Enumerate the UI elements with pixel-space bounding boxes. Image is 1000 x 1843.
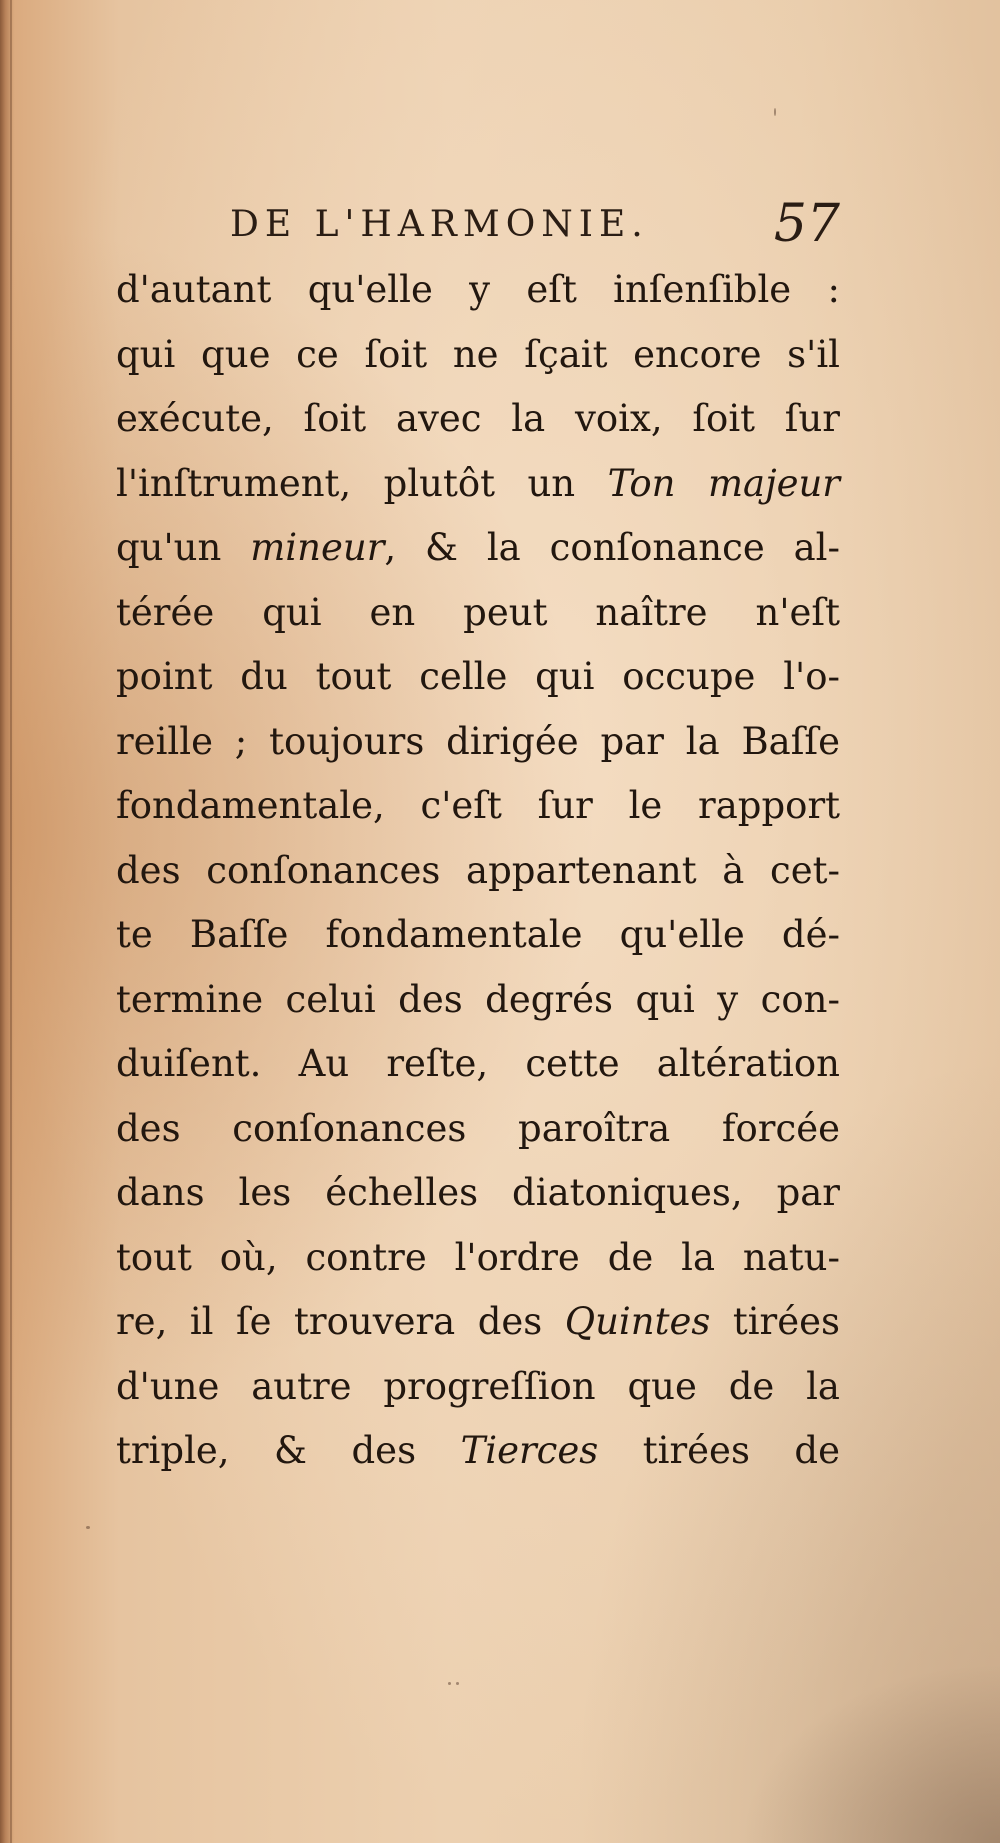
text-line [116, 903, 840, 968]
text-line [116, 581, 840, 646]
text-segment: tout où, contre l'ordre de la natu- [116, 1235, 840, 1279]
text-line [116, 710, 840, 775]
italic-term: Quintes [564, 1300, 711, 1343]
text-line [116, 1032, 840, 1097]
text-segment: tirées [710, 1300, 841, 1343]
text-line [116, 1290, 840, 1355]
text-segment: d'une autre progreſſion que de la [116, 1364, 840, 1408]
text-segment: tirées de [598, 1429, 841, 1472]
text-line [116, 968, 840, 1033]
page-corner-shadow [740, 1663, 1000, 1843]
text-line [116, 774, 840, 839]
text-line [116, 645, 840, 710]
text-segment: fondamentale, c'eſt ſur le rapport [116, 784, 840, 827]
text-line [116, 1161, 840, 1226]
text-line [116, 452, 840, 517]
text-segment: te Baſſe fondamentale qu'elle dé- [116, 913, 840, 956]
text-line [116, 387, 840, 452]
text-line [116, 516, 840, 581]
text-segment: dans les échelles diatoniques, par [116, 1171, 840, 1214]
text-line [116, 1097, 840, 1162]
text-segment: qui que ce ſoit ne ſçait encore s'il [116, 332, 840, 376]
text-line [116, 1355, 840, 1420]
text-line [116, 323, 840, 388]
text-segment: des conſonances paroîtra forcée [116, 1106, 840, 1150]
paper-speck [86, 1526, 90, 1529]
text-line [116, 1226, 840, 1291]
page-number: 57 [773, 194, 840, 254]
text-segment: re, il ſe trouvera des [116, 1300, 565, 1343]
text-segment: triple, & des [116, 1429, 461, 1472]
text-segment: d'autant qu'elle y eſt inſenſible : [116, 268, 840, 311]
page-header [230, 194, 840, 260]
italic-term: Tierces [460, 1429, 599, 1472]
text-line [116, 1419, 840, 1484]
text-segment: des conſonances appartenant à cet- [116, 848, 840, 892]
text-segment: reille ; toujours dirigée par la Baſſe [116, 719, 840, 763]
paper-speck [448, 1682, 451, 1685]
text-segment: duiſent. Au reſte, cette altération [116, 1042, 840, 1085]
italic-term: mineur [250, 526, 385, 569]
paper-speck [774, 108, 776, 116]
text-line [116, 258, 840, 323]
text-line [116, 839, 840, 904]
text-segment: l'inſtrument, plutôt un [116, 461, 608, 505]
text-segment: point du tout celle qui occupe l'o- [116, 655, 840, 698]
text-segment: termine celui des degrés qui y con- [116, 977, 840, 1021]
running-title: DE L'HARMONIE. [230, 204, 649, 245]
text-segment: exécute, ſoit avec la voix, ſoit ſur [116, 397, 840, 440]
text-segment: , & la conſonance al- [384, 526, 840, 569]
binding-fold-line [10, 0, 12, 1843]
body-text [116, 258, 840, 1484]
italic-term: Ton majeur [607, 461, 840, 505]
text-segment: térée qui en peut naître n'eſt [116, 590, 840, 634]
paper-speck [456, 1682, 459, 1685]
text-segment: qu'un [116, 526, 251, 569]
